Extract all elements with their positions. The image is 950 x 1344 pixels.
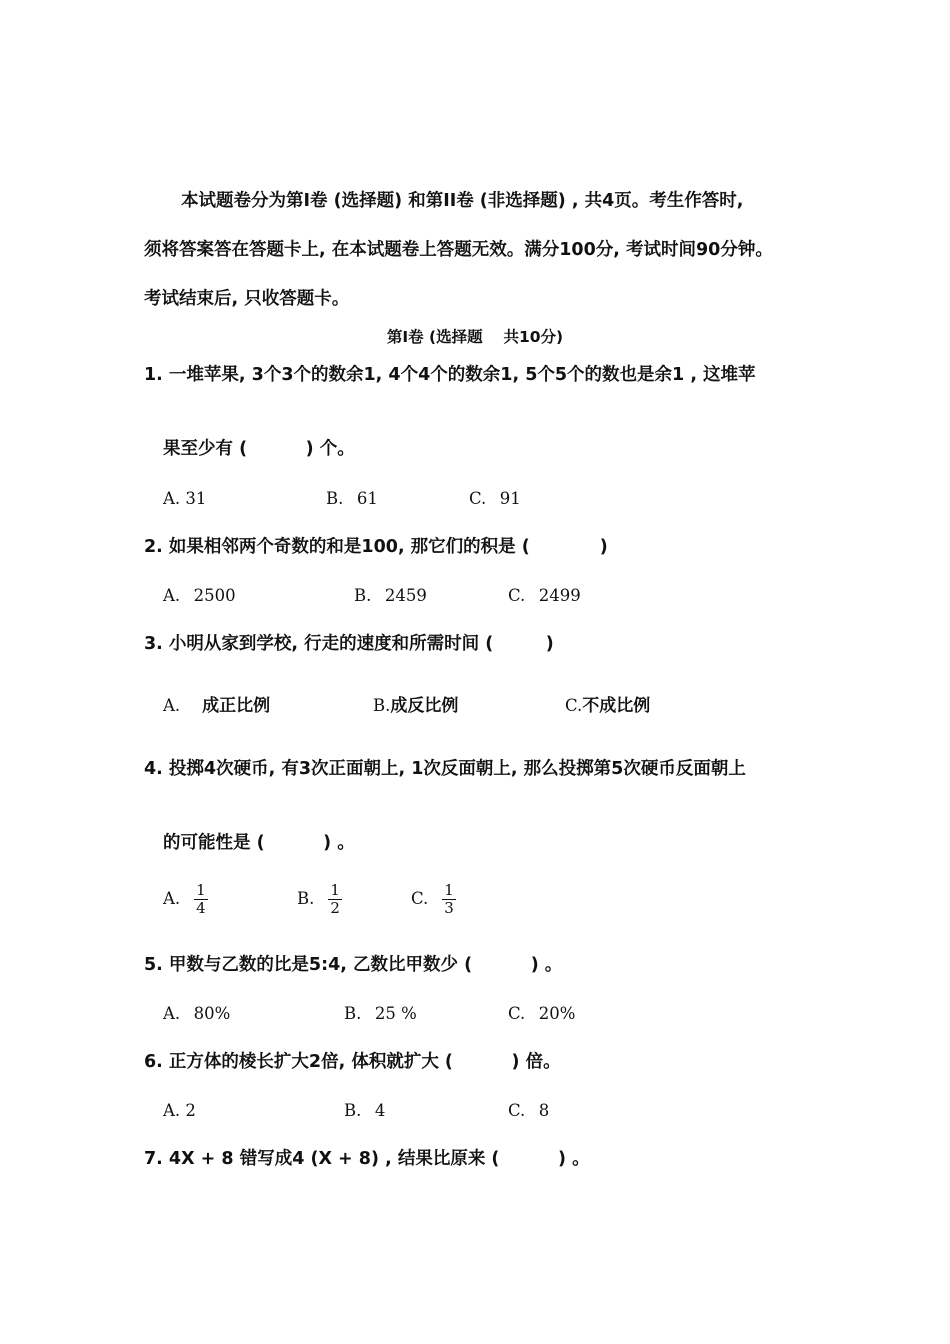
question-3-option-a [163,694,270,718]
question-4-option-a [163,882,208,917]
question-5-line-1: 5. 甲数与乙数的比是5:4, 乙数比甲数少 ( ) 。 [144,955,563,975]
question-4-line-2: 的可能性是 ( ) 。 [163,833,355,853]
question-5-option-a: A. 80% [163,1004,231,1023]
question-7-line-1: 7. 4X + 8 错写成4 (X + 8) , 结果比原来 ( ) 。 [144,1149,590,1169]
denominator: 2 [330,899,340,917]
numerator: 1 [196,881,206,899]
question-1-line-2: 果至少有 ( ) 个。 [163,439,355,459]
numerator: 1 [444,881,454,899]
option-c-prefix: C. [565,696,583,715]
intro-line-1: 本试题卷分为第Ⅰ卷 (选择题) 和第ⅠⅠ卷 (非选择题) , 共4页。考生作答时, [181,191,744,211]
question-2-option-c: C. 2499 [508,586,581,605]
question-3-line-1: 3. 小明从家到学校, 行走的速度和所需时间 ( ) [144,634,554,654]
option-a-prefix: A. [163,889,181,908]
question-1-option-a: A. 31 [163,489,207,508]
question-5-option-b: B. 25 % [344,1004,417,1023]
question-6-option-b: B. 4 [344,1101,386,1120]
denominator: 3 [444,899,454,917]
fraction [442,882,456,917]
question-4-option-c [411,882,456,917]
question-6-option-c: C. 8 [508,1101,550,1120]
denominator: 4 [196,899,206,917]
question-2-option-a: A. 2500 [163,586,236,605]
option-c-prefix: C. [411,889,429,908]
option-b-prefix: B. [297,889,315,908]
question-5-option-c: C. 20% [508,1004,576,1023]
fraction [328,882,342,917]
question-2-option-b: B. 2459 [354,586,427,605]
question-3-option-b [373,694,458,718]
question-1-option-b: B. 61 [326,489,378,508]
question-3-option-c [565,694,650,718]
option-b-prefix: B. [373,696,391,715]
question-2-line-1: 2. 如果相邻两个奇数的和是100, 那它们的积是 ( ) [144,537,608,557]
question-1-option-c: C. 91 [469,489,521,508]
numerator: 1 [330,881,340,899]
intro-line-2: 须将答案答在答题卡上, 在本试题卷上答题无效。满分100分, 考试时间90分钟。 [144,240,773,260]
question-4-option-b [297,882,342,917]
option-c-text: 不成比例 [582,696,651,716]
question-4-line-1: 4. 投掷4次硬币, 有3次正面朝上, 1次反面朝上, 那么投掷第5次硬币反面朝上 [144,759,746,779]
option-a-text: 成正比例 [202,696,271,716]
question-6-line-1: 6. 正方体的棱长扩大2倍, 体积就扩大 ( ) 倍。 [144,1052,561,1072]
option-a-prefix: A. [163,696,181,715]
question-6-option-a: A. 2 [163,1101,196,1120]
fraction [194,882,208,917]
option-b-text: 成反比例 [390,696,459,716]
intro-line-3: 考试结束后, 只收答题卡。 [144,289,350,309]
section-title: 第Ⅰ卷 (选择题 共10分) [386,328,564,346]
question-1-line-1: 1. 一堆苹果, 3个3个的数余1, 4个4个的数余1, 5个5个的数也是余1 , 这堆苹 [144,365,756,385]
